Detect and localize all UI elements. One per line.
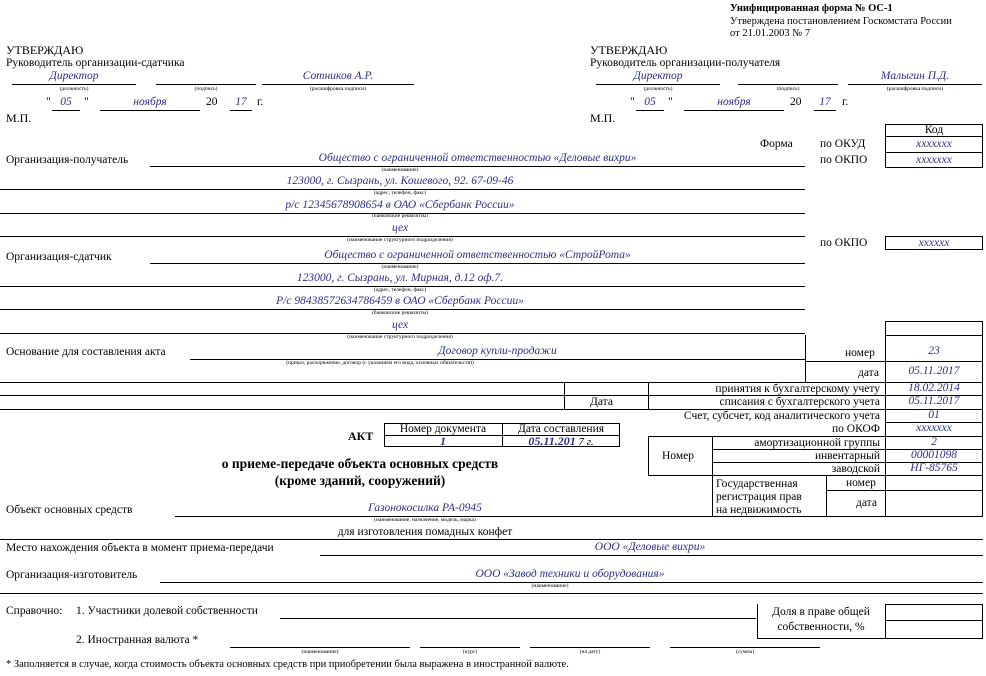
approve-right-mp: М.П. <box>590 111 616 125</box>
ref-lbl-rate: (курс) <box>462 649 478 655</box>
approve-left-month: ноября <box>133 96 167 108</box>
form-title: Унифицированная форма № ОС-1 <box>730 3 893 14</box>
approve-right-year-suffix: г. <box>842 96 849 108</box>
sender-lbl-unit: (наименование структурного подразделения) <box>347 334 453 340</box>
receiver-unit: цех <box>391 222 409 234</box>
approve-right-month: ноября <box>717 96 751 108</box>
receiver-lbl-unit: (наименование структурного подразделения) <box>347 237 453 243</box>
approve-right-name: Малыгин П.Д. <box>880 70 950 82</box>
reference-item1: 1. Участники долевой собственности <box>76 605 258 617</box>
approve-right-title: УТВЕРЖДАЮ <box>590 43 668 57</box>
basis-note: (приказ, распоряжение, договор (с указанием его вида, основных обязательств)) <box>286 360 474 366</box>
approve-right-day: 05 <box>644 96 656 108</box>
doc-date: 05.11.201 <box>528 434 576 448</box>
okpo-sender-value: хххххх <box>918 237 950 249</box>
maker-note: (наименование) <box>531 583 569 589</box>
object-note: (наименование, назначение, модель, марка) <box>374 517 476 523</box>
approve-right-role: Руководитель организации-получателя <box>590 57 781 69</box>
receiver-bank: р/с 12345678908654 в ОАО «Сбербанк России» <box>285 199 515 211</box>
share-line2: собственности, % <box>777 621 865 633</box>
sender-lbl-name: (наименование) <box>381 264 419 270</box>
accept-value: 18.02.2014 <box>908 382 960 394</box>
reg-line1: Государственная <box>716 478 798 490</box>
approve-left-quote-open: " <box>46 96 51 108</box>
approve-left-day: 05 <box>60 96 72 108</box>
approve-left-mp: М.П. <box>6 111 32 125</box>
okof-label: по ОКОФ <box>832 423 880 435</box>
doc-num-header: Номер документа <box>399 423 487 435</box>
share-line1: Доля в праве общей <box>772 606 870 618</box>
doc-num: 1 <box>440 434 446 448</box>
approve-right-year-prefix: 20 <box>790 96 802 108</box>
approved-line2: от 21.01.2003 № 7 <box>730 28 811 39</box>
receiver-name: Общество с ограниченной ответственностью «Деловые вихри» <box>318 152 637 164</box>
approve-left-position: Директор <box>49 70 99 82</box>
okof-value: ххххххх <box>916 422 952 434</box>
number-value: 23 <box>928 345 940 357</box>
account-label: Счет, субсчет, код аналитического учета <box>683 410 880 422</box>
okpo-receiver-label: по ОКПО <box>820 154 868 166</box>
approve-right-year: 17 <box>819 96 831 108</box>
sender-lbl-address: (адрес, телефон, факс) <box>373 287 427 293</box>
factory-label: заводской <box>831 463 880 475</box>
ref-lbl-sum: (сумма) <box>735 649 755 655</box>
receiver-address: 123000, г. Сызрань, ул. Кошевого, 92. 67-09-46 <box>286 175 514 187</box>
sender-unit: цех <box>391 319 409 331</box>
amort-value: 2 <box>931 436 937 448</box>
doc-date-header: Дата составления <box>517 423 605 435</box>
approve-right-quote-close: " <box>668 96 673 108</box>
maker-value: ООО «Завод техники и оборудования» <box>475 568 665 580</box>
amort-label: амортизационной группы <box>754 437 880 449</box>
date-word: Дата <box>590 396 613 408</box>
sender-address: 123000, г. Сызрань, ул. Мирная, д.12 оф.7. <box>296 272 504 284</box>
okud-label: по ОКУД <box>820 138 866 150</box>
account-value: 01 <box>928 409 940 421</box>
approve-left-name: Сотников А.Р. <box>302 70 374 82</box>
approve-left-lbl-position: (должность) <box>59 86 89 92</box>
date-value: 05.11.2017 <box>908 365 960 377</box>
writeoff-label: списания с бухгалтерского учета <box>719 396 880 408</box>
factory-value: НГ-85765 <box>910 462 958 474</box>
approve-left-year-suffix: г. <box>257 96 264 108</box>
ref-lbl-date: (на дату) <box>579 649 601 655</box>
sender-name: Общество с ограниченной ответственностью «СтройРота» <box>324 249 631 261</box>
reg-line3: на недвижимость <box>716 504 802 516</box>
basis-value: Договор купли-продажи <box>438 345 557 357</box>
okpo-sender-label: по ОКПО <box>820 237 868 249</box>
okud-value: ххххххх <box>916 138 952 150</box>
approve-right-position: Директор <box>633 70 683 82</box>
maker-label: Организация-изготовитель <box>6 569 138 581</box>
receiver-lbl-name: (наименование) <box>381 167 419 173</box>
location-value: ООО «Деловые вихри» <box>594 541 706 553</box>
basis-label: Основание для составления акта <box>6 346 166 358</box>
inv-value: 00001098 <box>911 449 957 461</box>
reg-line2: регистрация прав <box>716 491 802 503</box>
nomer-label: Номер <box>662 450 694 462</box>
sender-lbl-bank: (банковские реквизиты) <box>371 310 429 316</box>
object-label: Объект основных средств <box>6 504 133 516</box>
reference-label: Справочно: <box>6 605 63 617</box>
accept-label: принятия к бухгалтерскому учету <box>715 383 880 395</box>
approve-right-quote-open: " <box>630 96 635 108</box>
doc-date-suffix: 7 г. <box>578 436 594 448</box>
writeoff-value: 05.11.2017 <box>908 395 960 407</box>
receiver-lbl-bank: (банковские реквизиты) <box>371 213 429 219</box>
receiver-lbl-address: (адрес, телефон, факс) <box>373 190 427 196</box>
reg-number-label: номер <box>846 477 876 489</box>
date-label: дата <box>858 367 879 379</box>
reference-item2: 2. Иностранная валюта * <box>76 634 199 646</box>
approve-right-lbl-decode: (расшифровка подписи) <box>886 86 944 92</box>
act-title1: о приеме-передаче объекта основных средств <box>221 456 499 471</box>
act-word: АКТ <box>348 429 374 443</box>
code-header: Код <box>924 124 944 136</box>
sender-bank: Р/с 98438572634786459 в ОАО «Сбербанк России» <box>276 295 524 307</box>
approve-left-role: Руководитель организации-сдатчика <box>6 57 185 69</box>
inv-label: инвентарный <box>815 450 880 462</box>
number-label: номер <box>845 347 875 359</box>
ref-lbl-name: (наименование) <box>301 649 339 655</box>
footnote: * Заполняется в случае, когда стоимость объекта основных средств при приобретении была выражена в иностранной валюте. <box>6 659 569 670</box>
approve-right-lbl-position: (должность) <box>643 86 673 92</box>
act-title2: (кроме зданий, сооружений) <box>274 473 446 488</box>
okpo-receiver-value: ххххххх <box>916 154 952 166</box>
approve-left-lbl-signature: (подпись) <box>194 86 218 92</box>
approve-left-year: 17 <box>235 96 247 108</box>
location-label: Место нахождения объекта в момент приема-передачи <box>6 542 274 554</box>
approve-right-lbl-signature: (подпись) <box>776 86 800 92</box>
receiver-label: Организация-получатель <box>6 154 129 166</box>
approve-left-quote-close: " <box>84 96 89 108</box>
reg-date-label: дата <box>856 497 877 509</box>
object-purpose: для изготовления помадных конфет <box>337 526 513 538</box>
approve-left-year-prefix: 20 <box>206 96 218 108</box>
approve-left-lbl-decode: (расшифровка подписи) <box>309 86 367 92</box>
sender-label: Организация-сдатчик <box>6 251 112 263</box>
approved-line1: Утверждена постановлением Госкомстата России <box>730 16 952 27</box>
object-value: Газонокосилка РА-0945 <box>368 502 482 514</box>
form-label: Форма <box>760 138 793 150</box>
approve-left-title: УТВЕРЖДАЮ <box>6 43 84 57</box>
